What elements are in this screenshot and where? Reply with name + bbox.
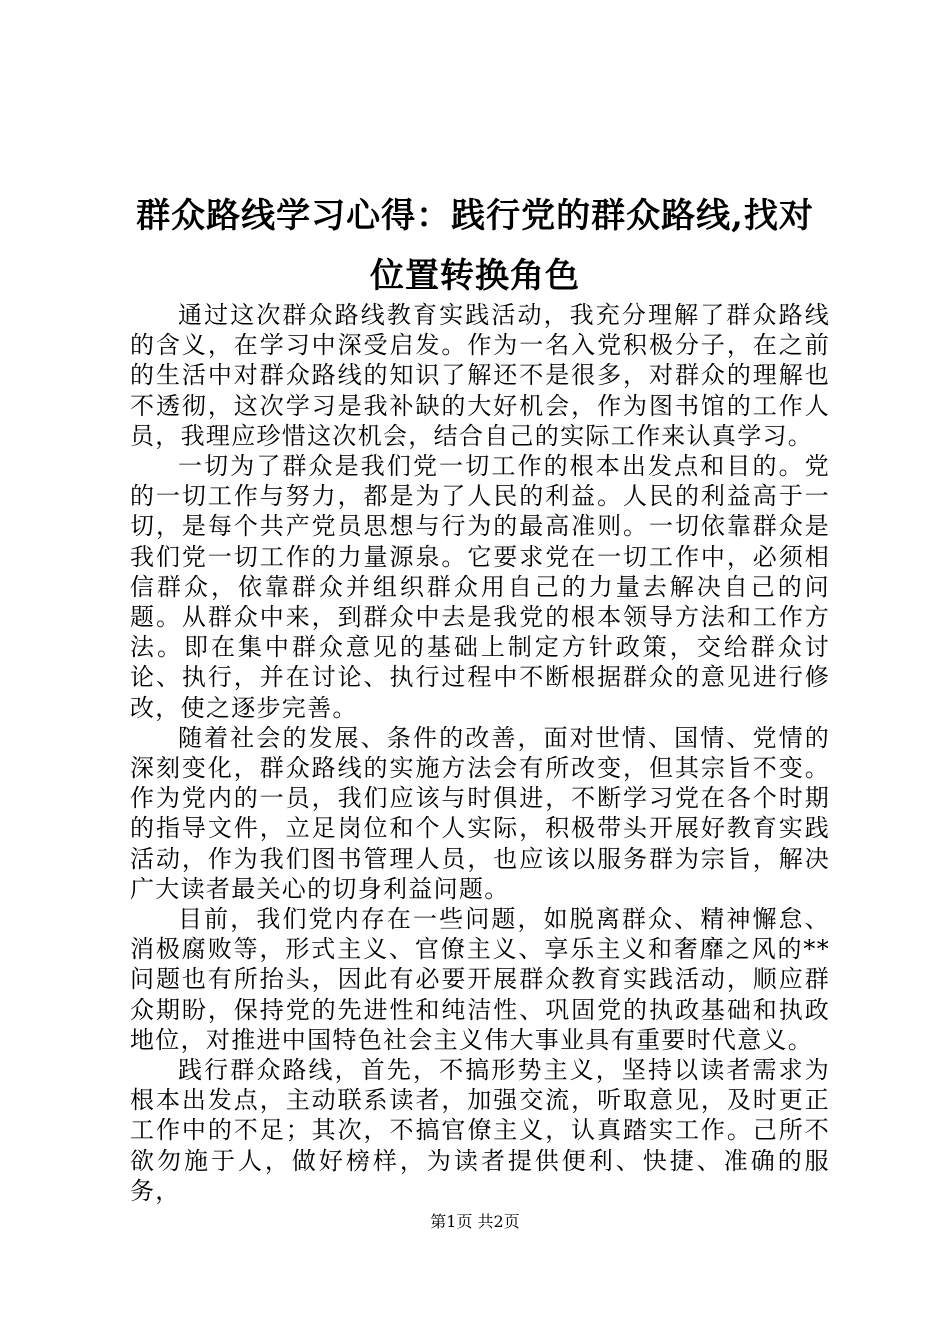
paragraph-3: 随着社会的发展、条件的改善，面对世情、国情、党情的深刻变化，群众路线的实施方法会有所改变，但其宗旨不变。作为党内的一员，我们应该与时俱进，不断学习党在各个时期的指导文件，立足岗位和个人实际，积极带头开展好教育实践活动，作为我们图书管理人员，也应该以服务群为宗旨，解决广大读者最关心的切身利益问题。 [130, 723, 830, 903]
document-body [130, 300, 830, 1206]
paragraph-2: 一切为了群众是我们党一切工作的根本出发点和目的。党的一切工作与努力，都是为了人民的利益。人民的利益高于一切，是每个共产党员思想与行为的最高准则。一切依靠群众是我们党一切工作的力量源泉。它要求党在一切工作中，必须相信群众，依靠群众并组织群众用自己的力量去解决自己的问题。从群众中来，到群众中去是我党的根本领导方法和工作方法。即在集中群众意见的基础上制定方针政策，交给群众讨论、执行，并在讨论、执行过程中不断根据群众的意见进行修改，使之逐步完善。 [130, 452, 830, 722]
paragraph-5: 践行群众路线，首先，不搞形势主义，坚持以读者需求为根本出发点，主动联系读者，加强交流，听取意见，及时更正工作中的不足；其次，不搞官僚主义，认真踏实工作。己所不欲勿施于人，做好榜样，为读者提供便利、快捷、准确的服务， [130, 1056, 830, 1205]
paragraph-4: 目前，我们党内存在一些问题，如脱离群众、精神懈怠、消极腐败等，形式主义、官僚主义、享乐主义和奢靡之风的**问题也有所抬头，因此有必要开展群众教育实践活动，顺应群众期盼，保持党的先进性和纯洁性、巩固党的执政基础和执政地位，对推进中国特色社会主义伟大事业具有重要时代意义。 [130, 905, 830, 1054]
paragraph-1: 通过这次群众路线教育实践活动，我充分理解了群众路线的含义，在学习中深受启发。作为一名入党积极分子，在之前的生活中对群众路线的知识了解还不是很多，对群众的理解也不透彻，这次学习是我补缺的大好机会，作为图书馆的工作人员，我理应珍惜这次机会，结合自己的实际工作来认真学习。 [130, 301, 830, 450]
page-number-footer: 第1页 共2页 [430, 1212, 520, 1231]
document-title: 群众路线学习心得：践行党的群众路线,找对位置转换角色 [136, 196, 814, 296]
